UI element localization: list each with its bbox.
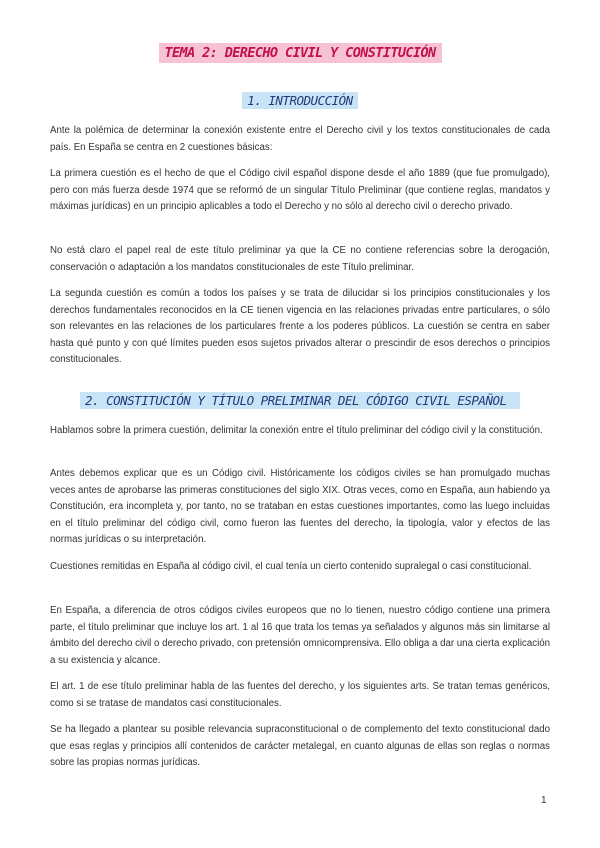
paragraph: Ante la polémica de determinar la conexión existente entre el Derecho civil y los textos constitucionales de cada país. En España se centra en 2 cuestiones básicas: [50,125,550,153]
paragraph: La primera cuestión es el hecho de que el Código civil español dispone desde el año 1889 (que fue promulgado), pero con más fuerza desde 1974 que se reformó de un singular Título Preliminar (que contiene reglas, mandatos y máximas jurídicas) en un principio aplicables a todo el Derecho y no sólo al derecho civil o derecho privado. [50,168,550,212]
paragraph: Cuestiones remitidas en España al código civil, el cual tenía un cierto contenido supralegal o casi constitucional. [50,561,532,572]
section-1-heading-container [0,92,600,110]
section-2-heading: 2. CONSTITUCIÓN Y TÍTULO PRELIMINAR DEL CÓDIGO CIVIL ESPAÑOL [80,392,520,409]
paragraph: La segunda cuestión es común a todos los países y se trata de dilucidar si los principios constitucionales y los derechos fundamentales reconocidos en la CE tienen vigencia en las relaciones privadas entre particulares, o sólo son relevantes en las relaciones de los particulares frente a los poderes públicos. La cuestión se centra en saber hasta qué punto y con qué límites pueden esos sujetos privados alterar o prescindir de esos derechos o principios constitucionales. [50,288,550,365]
section-1-heading: 1. INTRODUCCIÓN [242,92,357,109]
title-container [0,43,600,63]
document-title: TEMA 2: DERECHO CIVIL Y CONSTITUCIÓN [159,43,442,63]
paragraph: Hablamos sobre la primera cuestión, delimitar la conexión entre el título preliminar del código civil y la constitución. [50,425,543,436]
paragraph: El art. 1 de ese título preliminar habla de las fuentes del derecho, y los siguientes arts. Se tratan temas genéricos, como si se tratase de mandatos casi constitucionales. [50,681,550,709]
page-number: 1 [541,795,547,806]
paragraph: No está claro el papel real de este título preliminar ya que la CE no contiene referencias sobre la derogación, conservación o adaptación a los mandatos constitucionales de este Título preliminar. [50,245,550,273]
paragraph: En España, a diferencia de otros códigos civiles europeos que no lo tienen, nuestro código contiene una primera parte, el título preliminar que incluye los art. 1 al 16 que trata los temas ya señalados y algunos más sin limitarse al ámbito del derecho civil o derecho privado, con pretensión omnicomprensiva. Ello obliga a dar una cierta explicación a su existencia y alcance. [50,605,550,666]
paragraph: Se ha llegado a plantear su posible relevancia supraconstitucional o de complemento del texto constitucional dado que esas reglas y principios allí contenidos de carácter metalegal, en cuanto algunas de ellas son reglas o normas sobre las propias normas jurídicas. [50,724,550,768]
section-2-heading-container [0,392,600,414]
paragraph: Antes debemos explicar que es un Código civil. Históricamente los códigos civiles se han promulgado muchas veces antes de aprobarse las primeras constituciones del siglo XIX. Otras veces, como en España, aun habiendo ya Constitución, era incompleta y, por tanto, no se trataban en estas cuestiones importantes, como las luego incluidas en el título preliminar del código civil, como fueron las fuentes del derecho, la tipología, valor y efectos de las normas jurídicas o su interpretación. [50,468,550,545]
